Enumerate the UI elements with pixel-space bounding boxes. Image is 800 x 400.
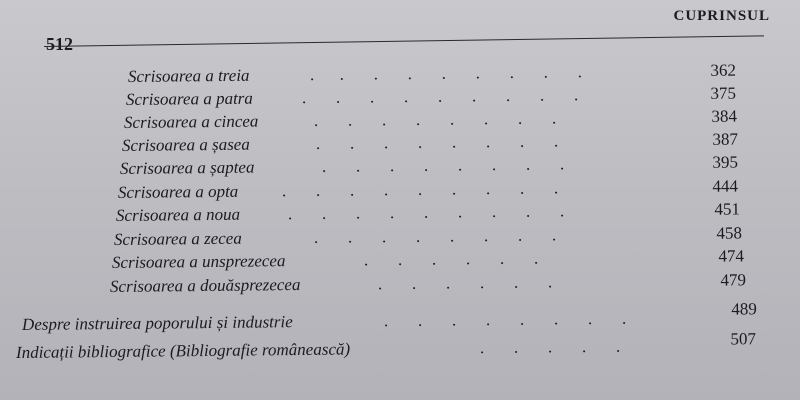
toc-entry-page: 451 [714, 199, 741, 219]
toc-entry-label: Scrisoarea a unsprezecea [111, 251, 286, 272]
toc-leader-dots: . . . . . . [377, 272, 553, 294]
toc-entry-page: 362 [710, 60, 737, 80]
toc-leader-dots: . . . . . . . . [315, 131, 559, 153]
toc-leader-dots: . . . . . . . . . [287, 201, 565, 224]
toc-entry-page: 458 [716, 223, 743, 243]
toc-entry-label: Scrisoarea a douăsprezecea [109, 275, 301, 296]
toc-entry-label: Scrisoarea a patra [125, 88, 253, 109]
toc-entry-page: 489 [731, 299, 757, 319]
toc-entry-label: Scrisoarea a opta [117, 181, 239, 202]
toc-leader-dots: . . . . . . . . [383, 308, 627, 331]
toc-leader-dots: . . . . . . . . [321, 154, 565, 176]
toc-entry-label: Scrisoarea a zecea [113, 228, 242, 249]
toc-entry-page: 387 [712, 129, 739, 149]
toc-entry-label: Scrisoarea a noua [115, 204, 241, 225]
toc-entry-label: Despre instruirea poporului și industrie [21, 312, 293, 334]
running-header-title: CUPRINSUL [673, 8, 770, 24]
toc-entry-label: Indicații bibliografice (Bibliografie românească) [15, 339, 351, 362]
toc-leader-dots: . . . . . . . . . [301, 85, 579, 108]
toc-entry-page: 395 [712, 152, 739, 172]
toc-entry-page: 474 [718, 246, 745, 266]
toc-entry-page: 375 [710, 83, 737, 103]
toc-leader-dots: . . . . . [479, 336, 621, 358]
toc-entry-label: Scrisoarea a șaptea [119, 157, 255, 178]
toc-entry-label: Scrisoarea a șasea [121, 134, 250, 155]
toc-leader-dots: . . . . . . . . . [281, 178, 559, 201]
toc-entry-page: 384 [711, 106, 738, 126]
toc-leader-dots: . . . . . . [363, 248, 539, 270]
toc-entry-label: Scrisoarea a treia [127, 65, 250, 86]
toc-entry-page: 507 [730, 329, 756, 349]
page-number: 512 [46, 34, 73, 54]
toc-entry-label: Scrisoarea a cincea [123, 111, 259, 132]
toc-leader-dots: . . . . . . . . [313, 108, 557, 131]
toc-leader-dots: . . . . . . . . [313, 225, 557, 247]
toc-entry-page: 444 [712, 176, 739, 196]
toc-entry-page: 479 [720, 270, 747, 290]
toc-leader-dots: . . . . . . . . . [309, 62, 583, 85]
